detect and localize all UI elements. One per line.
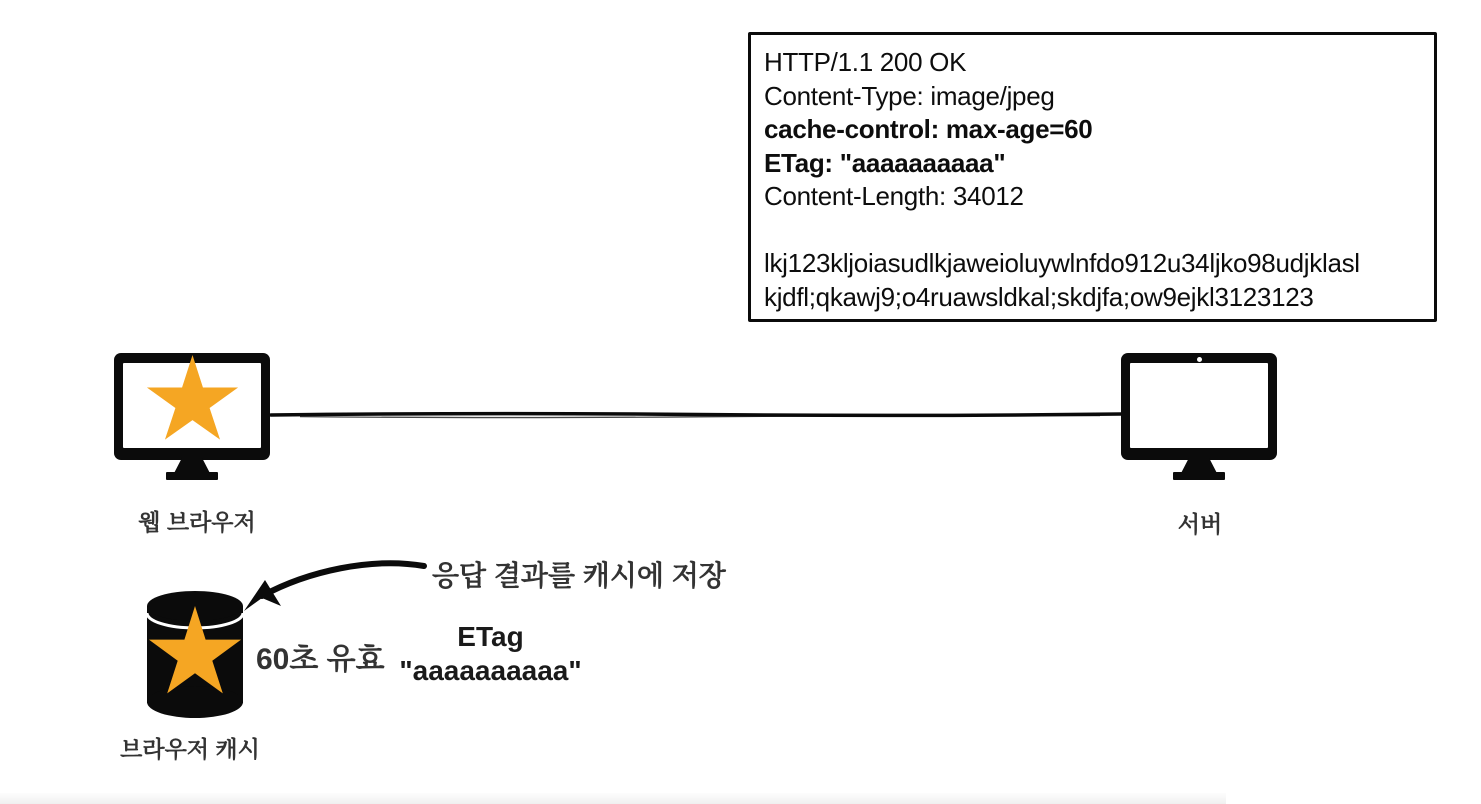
http-response-box — [748, 32, 1437, 322]
etag-annotation-title: ETag — [457, 621, 524, 652]
browser-monitor-base — [166, 472, 218, 480]
etag-annotation — [388, 620, 593, 688]
server-camera-dot-icon — [1197, 357, 1202, 362]
response-body-line-2: kjdfl;qkawj9;o4ruawsldkal;skdjfa;ow9ejkl3123123 — [764, 281, 1314, 312]
server-label: 서버 — [1177, 511, 1223, 537]
server-monitor-base — [1173, 472, 1225, 480]
cache-database-icon — [144, 589, 246, 721]
server-screen — [1130, 363, 1268, 448]
response-body-line-1: lkj123kljoiasudlkjaweioluywlnfdo912u34ljko98udjklasl — [764, 248, 1360, 278]
save-to-cache-annotation: 응답 결과를 캐시에 저장 — [432, 560, 726, 591]
response-header-etag: ETag: "aaaaaaaaaa" — [764, 147, 1006, 178]
response-header-content-length: Content-Length: 34012 — [764, 181, 1024, 211]
server-monitor — [1121, 353, 1277, 460]
response-status-line: HTTP/1.1 200 OK — [764, 47, 967, 77]
bottom-gray-strip — [0, 793, 1226, 804]
response-header-cache-control: cache-control: max-age=60 — [764, 114, 1093, 144]
response-blank-line — [764, 214, 1421, 248]
save-to-cache-arrowhead — [244, 580, 281, 611]
response-header-content-type: Content-Type: image/jpeg — [764, 80, 1055, 111]
browser-label: 웹 브라우저 — [138, 509, 256, 535]
browser-monitor — [114, 353, 270, 460]
ttl-annotation: 60초 유효 — [256, 643, 385, 676]
etag-annotation-value: "aaaaaaaaaa" — [399, 655, 582, 686]
save-to-cache-arrow — [262, 563, 424, 596]
cache-label: 브라우저 캐시 — [120, 736, 260, 762]
